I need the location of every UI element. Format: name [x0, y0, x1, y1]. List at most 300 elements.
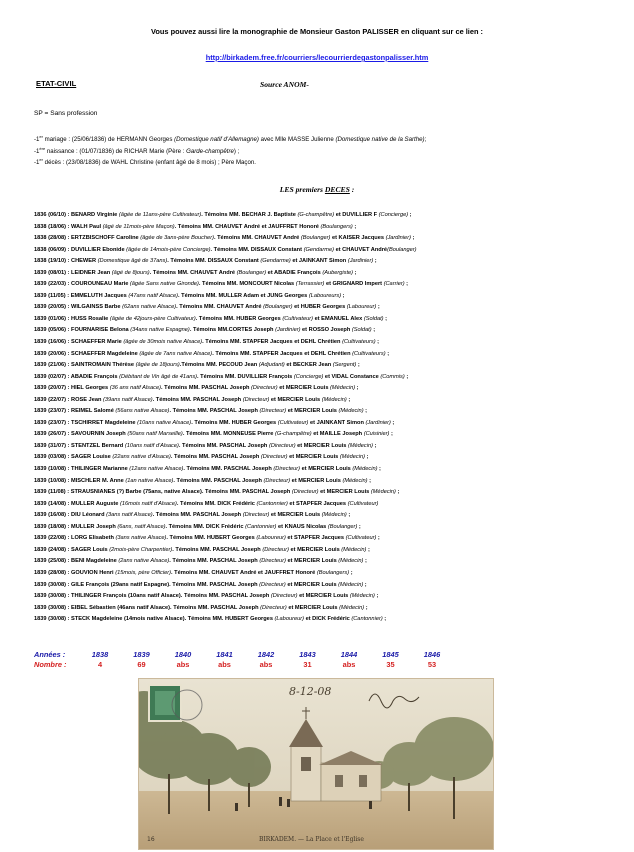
deces-detail: (1an native Alsace): [125, 477, 174, 484]
deces-detail: (Boulangers): [320, 223, 353, 230]
deces-text: et MERCIER Louis: [285, 558, 339, 565]
deces-detail: (Aubergiste): [322, 269, 354, 276]
deces-detail: (2mois-père Charpentier): [109, 546, 173, 553]
deces-detail: (Médecin): [342, 477, 368, 484]
etat-civil-heading: ETAT-CIVIL: [36, 79, 77, 88]
stats-count: abs: [218, 660, 231, 669]
deces-detail: (Médecin): [349, 593, 375, 600]
deces-text: . Témoins MM. STAPFER Jacques et DEHL Chrétien: [202, 339, 343, 346]
deces-detail: (Médecin): [370, 489, 396, 496]
deces-detail: (âgée de 42jours-père Cultivateur): [109, 315, 196, 322]
deces-detail: (10ans natif d'Alsace): [124, 442, 179, 449]
deces-detail: (Médecin): [321, 396, 347, 403]
deces-heading: LES premiers DECES :: [279, 185, 355, 194]
stats-year: 1841: [216, 650, 233, 659]
deces-text: ;: [375, 339, 380, 346]
deces-text: et MERCIER Louis: [285, 581, 339, 588]
deces-text: ;: [352, 223, 357, 230]
deces-row: [34, 499, 630, 511]
deces-text: ;: [366, 546, 370, 553]
deces-text: ;: [410, 235, 415, 242]
deces-text: et MAILLE Joseph: [311, 431, 364, 438]
deces-text: 1839 (20/05) : WILGAINSS Barbe: [34, 304, 123, 311]
deces-text: et MERCIER Louis: [318, 489, 371, 496]
deces-detail: (Jardinier): [347, 258, 374, 265]
deces-text: 1839 (22/07) : ROSE Jean: [34, 396, 103, 403]
deces-detail: (2ans native Alsace): [118, 558, 170, 565]
stats-count: abs: [259, 660, 273, 669]
deces-row: [34, 222, 630, 234]
deces-row: [34, 291, 630, 303]
deces-text: 1839 (11/08) : STRAUSNIANES (?) Barbe (75ans, native Alsace). Témoins MM. PASCHAL Joseph: [34, 489, 292, 496]
deces-row: [34, 522, 630, 534]
deces-detail: (Soldat): [363, 315, 384, 322]
intro-text: Vous pouvez aussi lire la monographie de Monsieur Gaston PALISSER en cliquant sur ce lien :: [151, 27, 483, 36]
deces-text: 1839 (22/08) : LORG Elisabeth: [34, 535, 116, 542]
stats-year: 1840: [174, 650, 192, 659]
firsts-block: [34, 134, 426, 169]
deces-text: 1839 (25/08) : BENI Magdeleine: [34, 558, 119, 565]
deces-text: et MERCIER Louis: [269, 396, 322, 403]
deces-text: . Témoins MM. CHAUVET André: [176, 304, 264, 311]
deces-detail: (Directeur): [259, 558, 286, 565]
deces-text: . Témoins MM. HUBER Georges: [195, 315, 283, 322]
deces-row: [34, 279, 630, 291]
deces-text: . Témoins MM. MONNEUSE Pierre: [182, 431, 275, 438]
deces-detail: (50ans natif Marseille): [127, 431, 183, 438]
deces-detail: (34ans native Espagne): [130, 327, 190, 334]
stats-year: 1842: [257, 650, 275, 659]
deces-text: 1839 (10/08) : THILINGER Marianne: [34, 466, 130, 473]
birkadem-postcard-image: [138, 678, 494, 850]
deces-detail: (10ans native Alsace): [137, 419, 192, 426]
deces-text: 1839 (30/08) : GILE François (29ans natif Espagne). Témoins MM. PASCHAL Joseph: [34, 581, 260, 588]
deces-text: ;: [371, 327, 376, 334]
deces-text: .Témoins MM. PECOUD Jean: [179, 362, 259, 369]
deces-detail: (Directeur): [259, 581, 286, 588]
deces-text: 1836 (06/10) : BENARD Virginie: [34, 212, 119, 218]
annees-label: Années :: [34, 650, 66, 659]
monographie-link[interactable]: http://birkadem.free.fr/courriers/lecourrierdegastonpalisser.htm: [205, 53, 429, 62]
deces-text: 1839 (28/08) : GOUVION Henri: [34, 569, 116, 576]
deces-detail: (Médecin): [338, 408, 364, 415]
deces-text: 1839 (23/07) : TSCHIRRET Magdeleine: [34, 419, 138, 426]
deces-detail: (Gendarme): [260, 258, 291, 265]
deces-detail: (Cantonnier): [351, 616, 383, 623]
deces-row: [34, 233, 630, 245]
deces-text: . Témoins MM. DISSAUX Constant: [167, 258, 261, 265]
deces-text: et GRIGNARD Impert: [324, 281, 384, 288]
stats-count: abs: [176, 660, 190, 669]
deces-detail: (Jardinier): [275, 327, 301, 334]
deces-detail: (Directeur): [270, 593, 298, 600]
deces-text: . Témoins MM. HUBER Georges: [191, 419, 278, 426]
deces-text: et MERCIER Louis: [295, 442, 348, 449]
deces-detail: (G-champêtre): [274, 431, 312, 438]
deces-text: et ABADIE François: [266, 269, 323, 276]
deces-detail: (Directeur): [262, 546, 289, 553]
deces-detail: (Médecin): [321, 512, 347, 519]
deces-row: [34, 325, 630, 337]
deces-detail: (Laboureur): [256, 535, 286, 542]
deces-row: [34, 337, 630, 349]
deces-detail: (Concierge): [293, 373, 324, 380]
deces-text: ;: [404, 373, 409, 380]
deces-text: et MERCIER Louis: [286, 408, 339, 415]
stats-count: 31: [303, 660, 312, 669]
deces-row: [34, 314, 630, 326]
deces-row: [34, 556, 630, 568]
deces-row: [34, 268, 630, 280]
deces-row: [34, 580, 630, 592]
deces-text: et MERCIER Louis: [286, 604, 340, 611]
deces-detail: (Directeur): [268, 442, 296, 449]
deces-row: [34, 441, 630, 453]
deces-text: 1839 (24/08) : SAGER Louis: [34, 546, 110, 553]
deces-text: 1839 (30/08) : THILINGER François (10ans natif Alsace). Témoins MM. PASCHAL Joseph: [34, 593, 271, 600]
deces-detail: (âgée de 7ans native Alsace): [139, 350, 213, 357]
deces-detail: (6ans, natif Alsace): [117, 523, 166, 530]
stats-count: 35: [386, 660, 395, 669]
deces-detail: (16mois natif d'Alsace): [120, 500, 177, 507]
deces-detail: (Boulanger): [327, 523, 358, 530]
deces-detail: (Sergent): [332, 362, 357, 369]
first-naissance: -1ère naissance : (01/07/1836) de RICHAR Marie (Père : Garde-champêtre) ;: [34, 145, 240, 155]
deces-detail: (Commis): [380, 373, 405, 380]
deces-text: . Témoins MM. MONCOURT Nicolas: [198, 281, 296, 288]
deces-text: ;: [346, 396, 351, 403]
deces-text: 1839 (18/08) : MULLER Joseph: [34, 523, 118, 530]
stats-count: 53: [427, 660, 437, 669]
deces-text: ;: [390, 419, 395, 426]
deces-row: [34, 349, 630, 361]
deces-text: 1838 (28/08) : ERTZBISCHOFF Caroline: [34, 235, 141, 242]
deces-detail: (Cantonnier): [256, 500, 288, 507]
deces-text: ;: [367, 477, 371, 484]
deces-text: ;: [363, 558, 367, 565]
deces-text: . Témoins MM. CHAUVET André: [149, 269, 237, 276]
deces-text: ;: [382, 616, 387, 623]
deces-text: et JAINKANT Simon: [308, 419, 366, 426]
deces-text: . Témoins MM. HUBERT Georges: [166, 535, 257, 542]
stats-year: 1839: [133, 650, 150, 659]
deces-row: [34, 545, 630, 557]
deces-text: et MERCIER Louis: [297, 593, 350, 600]
deces-text: et KNAUS Nicolas: [276, 523, 328, 530]
deces-text: 1838 (06/09) : DUVILLIER Ebonide: [34, 246, 127, 253]
deces-detail: (56ans native Alsace): [115, 408, 170, 415]
deces-text: ;: [395, 489, 400, 496]
deces-detail: (Cultivateur): [347, 500, 379, 507]
deces-text: 1839 (20/06) : SCHAEFFER Magdeleine: [34, 350, 140, 357]
deces-detail: (Médecin): [338, 558, 364, 565]
deces-text: ;: [377, 466, 381, 473]
deces-detail: (Médecin): [352, 466, 378, 473]
deces-row: [34, 591, 630, 603]
deces-text: . Témoins MM. CHAUVET André et JAUFFRET Honoré: [174, 223, 321, 230]
deces-text: et VIDAL Constance: [323, 373, 381, 380]
deces-text: et MERCIER Louis: [300, 466, 353, 473]
deces-text: ;: [408, 212, 412, 218]
deces-detail: (Cultivateur): [277, 419, 309, 426]
deces-text: et STAPFER Jacques: [287, 500, 348, 507]
deces-text: 1839 (10/08) : MISCHLER M. Anne: [34, 477, 126, 484]
deces-row: [34, 568, 630, 580]
deces-row: [34, 603, 630, 615]
deces-text: et DICK Frédéric: [304, 616, 352, 623]
deces-detail: (Médecin): [339, 454, 365, 461]
deces-text: . Témoins MM. PASCHAL Joseph: [178, 442, 269, 449]
deces-row: [34, 510, 630, 522]
deces-text: 1839 (14/08) : MULLER Auguste: [34, 500, 120, 507]
deces-text: et KAISER Jacques: [330, 235, 386, 242]
deces-text: 1839 (02/07) : ABADIE François: [34, 373, 120, 380]
deces-detail: (Cultivateur): [345, 535, 377, 542]
deces-detail: (Cantonnier): [245, 523, 277, 530]
deces-text: 1839 (30/08) : EIBEL Sébastien (46ans natif Alsace). Témoins MM. PASCHAL Joseph: [34, 604, 261, 611]
deces-text: . Témoins MM. PASCHAL Joseph: [169, 558, 260, 565]
deces-detail: (Jardinier): [385, 235, 411, 242]
first-deces: -1er décès : (23/08/1836) de WAHL Christine (enfant âgé de 8 mois) ; Père Maçon.: [34, 156, 256, 166]
deces-detail: (22ans native d'Alsace): [112, 454, 171, 461]
stats-year: 1844: [340, 650, 358, 659]
deces-text: et MERCIER Louis: [288, 546, 342, 553]
deces-text: . Témoins MM. PASCHAL Joseph: [183, 466, 274, 473]
deces-detail: (Directeur): [263, 477, 291, 484]
deces-detail: (âgée de 30mois native Alsace): [123, 339, 203, 346]
deces-detail: (Boulanger): [263, 304, 293, 311]
sp-note: SP = Sans profession: [34, 110, 98, 117]
deces-text: et HUBER Georges: [292, 304, 347, 311]
deces-detail: (Médecin): [341, 546, 367, 553]
deces-text: ;: [383, 315, 388, 322]
deces-detail: (Laboureurs): [308, 292, 342, 299]
deces-text: . Témoins MM. DISSAUX Constant: [210, 246, 304, 253]
deces-text: et JAINKANT Simon: [290, 258, 348, 265]
deces-row: [34, 418, 630, 430]
deces-detail: (âgée de 11ans-père Cultivateur): [118, 212, 202, 218]
deces-row: [34, 406, 630, 418]
deces-text: 1839 (16/06) : SCHAEFFER Marie: [34, 339, 124, 346]
deces-detail: (Cuisinier): [363, 431, 390, 438]
deces-detail: (Laboureur): [346, 304, 377, 311]
deces-detail: (Laboureur): [274, 616, 305, 623]
deces-text: . Témoins MM. PASCHAL Joseph: [170, 454, 261, 461]
deces-text: . Témoins MM. PASCHAL Joseph: [160, 385, 252, 392]
postcard-caption: BIRKADEM. — La Place et l'Eglise: [259, 836, 364, 843]
deces-detail: (Médecin): [347, 442, 374, 449]
deces-text: . Témoins MM. STAPFER Jacques et DEHL Chrétien: [212, 350, 353, 357]
deces-detail: (3ans natif Alsace): [106, 512, 153, 519]
deces-detail: (15mois, père Officier): [115, 569, 171, 576]
deces-text: ;: [373, 258, 377, 265]
deces-detail: (3ans native Alsace): [115, 535, 167, 542]
deces-row: [34, 360, 630, 372]
stats-year: 1843: [299, 650, 316, 659]
deces-detail: (G-champêtre): [297, 212, 335, 218]
deces-text: . Témoins MM. PASCHAL Joseph: [169, 408, 260, 415]
deces-detail: (39ans natif Alsace): [102, 396, 153, 403]
deces-text: . Témoins MM. DUVILLIER François: [197, 373, 294, 380]
deces-text: 1839 (08/01) : LEIDNER Jean: [34, 269, 112, 276]
deces-text: ;: [373, 442, 377, 449]
deces-row: [34, 302, 630, 314]
deces-text: ;: [389, 431, 393, 438]
deces-row: [34, 464, 630, 476]
deces-row: [34, 383, 630, 395]
deces-detail: (Terrassier): [295, 281, 325, 288]
deces-text: . Témoins MM. PASCHAL Joseph: [173, 477, 264, 484]
deces-detail: (Boulanger): [387, 246, 417, 253]
deces-detail: (âgée Sans native Gironde): [129, 281, 199, 288]
first-mariage: -1er mariage : (25/06/1836) de HERMANN Georges (Domestique natif d'Allemagne) avec Mlle MASSE Julienne (Domestique native de la Sarthe);: [34, 133, 427, 143]
deces-detail: (Concierge): [378, 212, 409, 218]
deces-text: ;: [356, 362, 360, 369]
deces-detail: (Boulangers): [316, 569, 350, 576]
deces-text: . Témoins MM. BECHAR J. Baptiste: [201, 212, 298, 218]
deces-text: . Témoins MM. DICK Frédéric: [176, 500, 257, 507]
postcard-number: 16: [147, 836, 155, 843]
deces-detail: (Jardinier): [365, 419, 391, 426]
deces-text: 1838 (18/06) : WALH Paul: [34, 223, 103, 230]
deces-text: 1839 (01/06) : HUSS Rosalie: [34, 315, 110, 322]
deces-detail: (Directeur): [259, 408, 287, 415]
deces-text: 1839 (21/06) : SAINTROMAIN Thérèse: [34, 362, 136, 369]
stats-year: 1845: [382, 650, 399, 659]
postcard-date: 8-12-08: [289, 685, 332, 698]
deces-detail: (36 ans natif Alsace): [109, 385, 161, 392]
deces-row: [34, 476, 630, 488]
deces-detail: (Médecin): [330, 385, 356, 392]
deces-text: 1839 (30/08) : STECK Magdeleine (14mois native Alsace). Témoins MM. HUBERT Georges: [34, 616, 275, 623]
deces-text: 1839 (31/07) : STENTZEL Bernard: [34, 442, 125, 449]
deces-text: ;: [364, 454, 369, 461]
stats-count: abs: [342, 660, 356, 669]
deces-row: [34, 372, 630, 384]
deces-row: [34, 245, 630, 257]
deces-text: . Témoins MM. MULLER Adam et JUNG Georges: [178, 292, 309, 299]
deces-detail: (Débitant de Vin âgé de 41ans): [119, 373, 198, 380]
deces-detail: (Cultivateurs): [342, 339, 376, 346]
deces-text: ;: [363, 581, 367, 588]
deces-text: ;: [357, 523, 361, 530]
deces-text: . Témoins MM. DICK Frédéric: [165, 523, 246, 530]
deces-row: [34, 533, 630, 545]
deces-detail: (Directeur): [273, 466, 301, 473]
deces-detail: (Domestique âgé de 37ans): [97, 258, 168, 265]
deces-text: . Témoins MM.CORTES Joseph: [189, 327, 276, 334]
deces-detail: (Directeur): [291, 489, 319, 496]
deces-detail: (âgé de 11mois-père Maçon): [102, 223, 175, 230]
deces-text: 1839 (20/07) : HIEL Georges: [34, 385, 110, 392]
deces-detail: (47ans natif Alsace): [128, 292, 179, 299]
deces-row: [34, 256, 630, 268]
deces-text: et MERCIER Louis: [287, 454, 340, 461]
deces-text: ;: [355, 385, 359, 392]
deces-text: 1839 (26/07) : SAVOURNIN Joseph: [34, 431, 128, 438]
deces-text: ;: [376, 535, 380, 542]
deces-text: et MERCIER Louis: [269, 512, 322, 519]
deces-text: ;: [376, 304, 380, 311]
deces-detail: (âgée de 14mois-père Concierge): [126, 246, 211, 253]
deces-text: ;: [349, 569, 353, 576]
deces-text: 1839 (22/03) : COUROUNEAU Marie: [34, 281, 130, 288]
source-label: Source ANOM-: [260, 80, 309, 89]
deces-detail: (Carrier): [383, 281, 405, 288]
deces-detail: (âgée de 18jours): [135, 362, 180, 369]
deces-text: 1839 (23/07) : REIMEL Salomé: [34, 408, 116, 415]
deces-text: . Témoins MM. PASCHAL Joseph: [152, 512, 243, 519]
deces-detail: (62ans native Alsace): [122, 304, 177, 311]
stats-count: 69: [137, 660, 146, 669]
deces-detail: (Cultivateur): [282, 315, 314, 322]
stats-count: 4: [97, 660, 103, 669]
deces-detail: (Médecin): [339, 604, 365, 611]
deces-detail: (Gendarme): [303, 246, 334, 253]
deces-text: et MERCIER Louis: [277, 385, 331, 392]
deces-text: ;: [374, 593, 379, 600]
deces-text: 1839 (16/08) : DIU Léonard: [34, 512, 107, 519]
deces-text: et EMANUEL Alex: [313, 315, 364, 322]
deces-detail: (âgée de 3ans-père Boucher): [140, 235, 214, 242]
deces-detail: (Adjudant): [258, 362, 285, 369]
deces-text: ;: [404, 281, 409, 288]
deces-list: [34, 210, 630, 626]
deces-detail: (Boulanger): [300, 235, 331, 242]
deces-text: 1839 (03/08) : SAGER Louise: [34, 454, 113, 461]
deces-detail: (Directeur): [251, 385, 278, 392]
deces-detail: (Directeur): [260, 454, 288, 461]
deces-row: [34, 395, 630, 407]
deces-text: ;: [363, 408, 368, 415]
stats-year: 1838: [91, 650, 109, 659]
deces-text: ;: [385, 350, 390, 357]
deces-detail: (Boulanger): [236, 269, 267, 276]
deces-text: . Témoins MM. CHAUVET André: [213, 235, 301, 242]
deces-text: ;: [353, 269, 357, 276]
deces-text: et ROSSO Joseph: [300, 327, 352, 334]
deces-text: . Témoins MM. PASCHAL Joseph: [152, 396, 243, 403]
deces-row: [34, 429, 630, 441]
deces-text: 1839 (05/06) : FOURNARISE Belona: [34, 327, 131, 334]
deces-detail: (Directeur): [242, 512, 270, 519]
deces-row: [34, 452, 630, 464]
deces-detail: (Directeur): [260, 604, 287, 611]
deces-row: [34, 210, 630, 222]
nombre-label: Nombre :: [34, 660, 67, 669]
deces-text: 1839 (11/05) : EMMELUTH Jacques: [34, 292, 129, 299]
deces-text: 1838 (19/10) : CHEWER: [34, 258, 98, 265]
deces-text: et STAPFER Jacques: [285, 535, 346, 542]
deces-text: et MERCIER Louis: [290, 477, 343, 484]
deces-detail: (Cultivateurs): [352, 350, 386, 357]
deces-row: [34, 487, 630, 499]
deces-detail: (Soldat): [351, 327, 372, 334]
deces-text: . Témoins MM. PASCHAL Joseph: [172, 546, 263, 553]
deces-text: ;: [364, 604, 368, 611]
deces-text: . Témoins MM. CHAUVET André et JAUFFRET Honoré: [171, 569, 317, 576]
deces-text: et BECKER Jean: [284, 362, 333, 369]
deces-row: [34, 614, 630, 626]
deces-text: ;: [341, 292, 345, 299]
stats-year: 1846: [423, 650, 441, 659]
deces-detail: (Médecin): [338, 581, 364, 588]
deces-text: et CHAUVET André: [334, 246, 388, 253]
deces-detail: (12ans native Alsace): [129, 466, 184, 473]
deces-detail: (âgé de 8jours): [111, 269, 150, 276]
deces-detail: (Directeur): [242, 396, 270, 403]
deces-text: et DUVILLIER F: [334, 212, 379, 218]
